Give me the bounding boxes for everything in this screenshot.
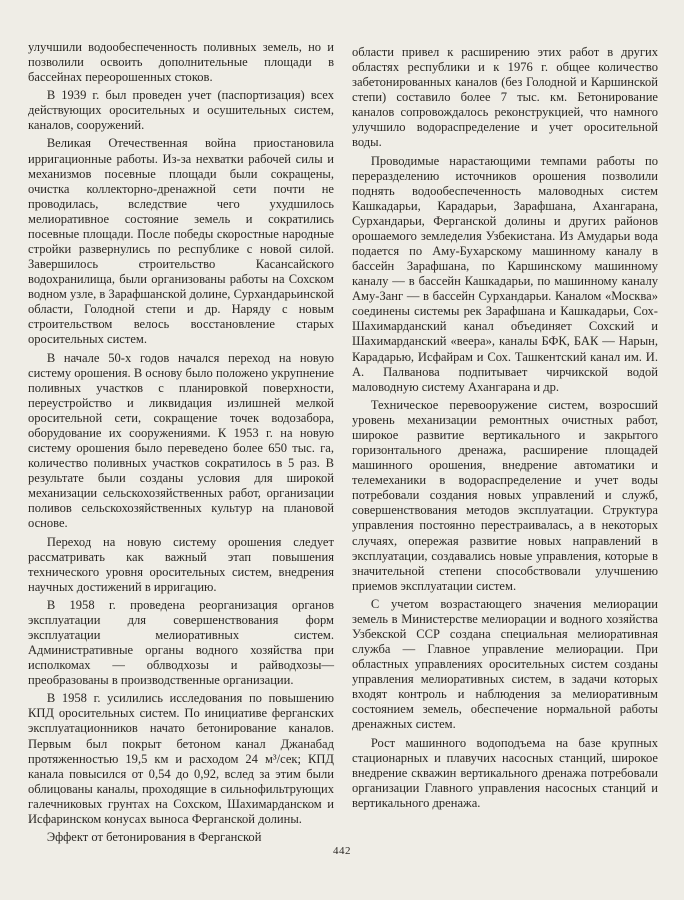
paragraph: Переход на новую систему орошения следует рассматривать как важный этап повышения технического уровня оросительных систем, внедрения научных достижений в ирригацию. (28, 534, 334, 594)
right-column (352, 45, 658, 814)
page-number: 442 (333, 845, 351, 857)
paragraph: Эффект от бетонирования в Ферганской (46, 829, 262, 844)
paragraph: Проводимые нарастающими темпами работы по переразделению источников орошения позволили поднять водообеспеченность маловодных систем Кашкадарьи, Карадарьи, Зарафшана, Ахангарана, Сурхандарьи, Ферганской долины и других районов орошаемого земледелия Узбекистана. Из Амударьи вода подается по Аму-Бухарскому машинному каналу в бассейн Зарафшана, по Каршинскому машинному каналу — в бассейн Кашкадарьи, по машинному каналу Аму-Занг — в бассейн Сурхандарьи. Каналом «Москва» соединены системы рек Зарафшана и Кашкадарьи, Сох-Шахимарданский канал объединяет Сохский и Шахимарданский «веера», каналы БФК, БАК — Нарын, Карадарью, Исфайрам и Сох. Ташкентский канал им. И. А. Палванова подпитывает чирчикской водой маловодную систему Ахангарана и др. (352, 153, 658, 394)
paragraph: В 1958 г. проведена реорганизация органов эксплуатации для совершенствования форм эксплуатации мелиоративных систем. Административные органы водного хозяйства при исполкомах — облводхозы и райводхозы—преобразованы в производственные организации. (28, 597, 334, 688)
paragraph: Техническое перевооружение систем, возросший уровень механизации ремонтных очистных работ, широкое развитие вертикального и закрытого горизонтального дренажа, расширение площадей машинного орошения, внедрение автоматики и телемеханики в водораспределение и учет воды потребовали создания новых управлений и служб, совершенствования методов эксплуатации. Структура управления постоянно перестраивалась, а в некоторых случаях, опережая развитие новых направлений в эксплуатации, создавались новые управления, которые в значительной степени способствовали улучшению приемов эксплуатации систем. (352, 397, 658, 593)
left-column (28, 40, 334, 848)
paragraph: Великая Отечественная война приостановила ирригационные работы. Из-за нехватки рабочей силы и механизмов посевные площади были сокращены, очистка коллекторно-дренажной сети почти не проводилась, вследствие чего ухудшилось мелиоративное состояние земель и сократились посевные площади. После победы скоростные народные стройки развернулись по республике с новой силой. Завершилось строительство Касансайского водохранилища, были организованы работы на Сохском водном узле, в Зарафшанской долине, Сурхандарьинской области, Голодной степи и др. Наряду с новым строительством велось восстановление старых оросительных систем. (28, 136, 334, 347)
paragraph: области привел к расширению этих работ в других областях республики и к 1976 г. общее количество забетонированных каналов (без Голодной и Каршинской степи) составило более 7 тыс. км. Бетонирование каналов сопровождалось реконструкцией, что намного улучшило водораспределение и учет оросительной воды. (352, 45, 658, 150)
paragraph: Рост машинного водоподъема на базе крупных стационарных и плавучих насосных станций, широкое внедрение скважин вертикального дренажа потребовали организации Главного управления насосных станций и вертикального дренажа. (352, 735, 658, 810)
paragraph: В начале 50-х годов начался переход на новую систему орошения. В основу было положено укрупнение поливных участков с планировкой поверхности, переустройство и ликвидация излишней мелкой оросительной сети, сокращение точек водозабора, оборудование их сооружениями. К 1953 г. на новую систему орошения было переведено более 650 тыс. га, количество поливных участков сократилось в 5 раз. В результате были созданы условия для широкой механизации сельскохозяйственных работ, организации поливов сельскохозяйственных культур на плановой основе. (28, 350, 334, 531)
paragraph: В 1958 г. усилились исследования по повышению КПД оросительных систем. По инициативе ферганских эксплуатационников начато бетонирование каналов. Первым был покрыт бетоном канал Джанабад протяженностью 19,5 км и расходом 24 м³/сек; КПД канала повысился от 0,54 до 0,92, вслед за этим были облицованы каналы, проходящие в сильнофильтрующих галечниковых грунтах на Сохском, Шахимарданском и Исфаринском конусах выноса Ферганской долины. (28, 691, 334, 826)
paragraph: С учетом возрастающего значения мелиорации земель в Министерстве мелиорации и водного хозяйства Узбекской ССР создана специальная мелиоративная служба — Главное управление мелиорации. При областных управлениях оросительных систем созданы управления мелиоративных систем, в задачи которых входят контроль и наблюдения за мелиоративным состоянием земель, обеспечение нормальной работы дренажных систем. (352, 596, 658, 732)
paragraph: улучшили водообеспеченность поливных земель, но и позволили освоить дополнительные площади в бассейнах переорошенных стоков. (28, 40, 334, 85)
paragraph: В 1939 г. был проведен учет (паспортизация) всех действующих оросительных и осушительных систем, каналов, сооружений. (28, 88, 334, 133)
